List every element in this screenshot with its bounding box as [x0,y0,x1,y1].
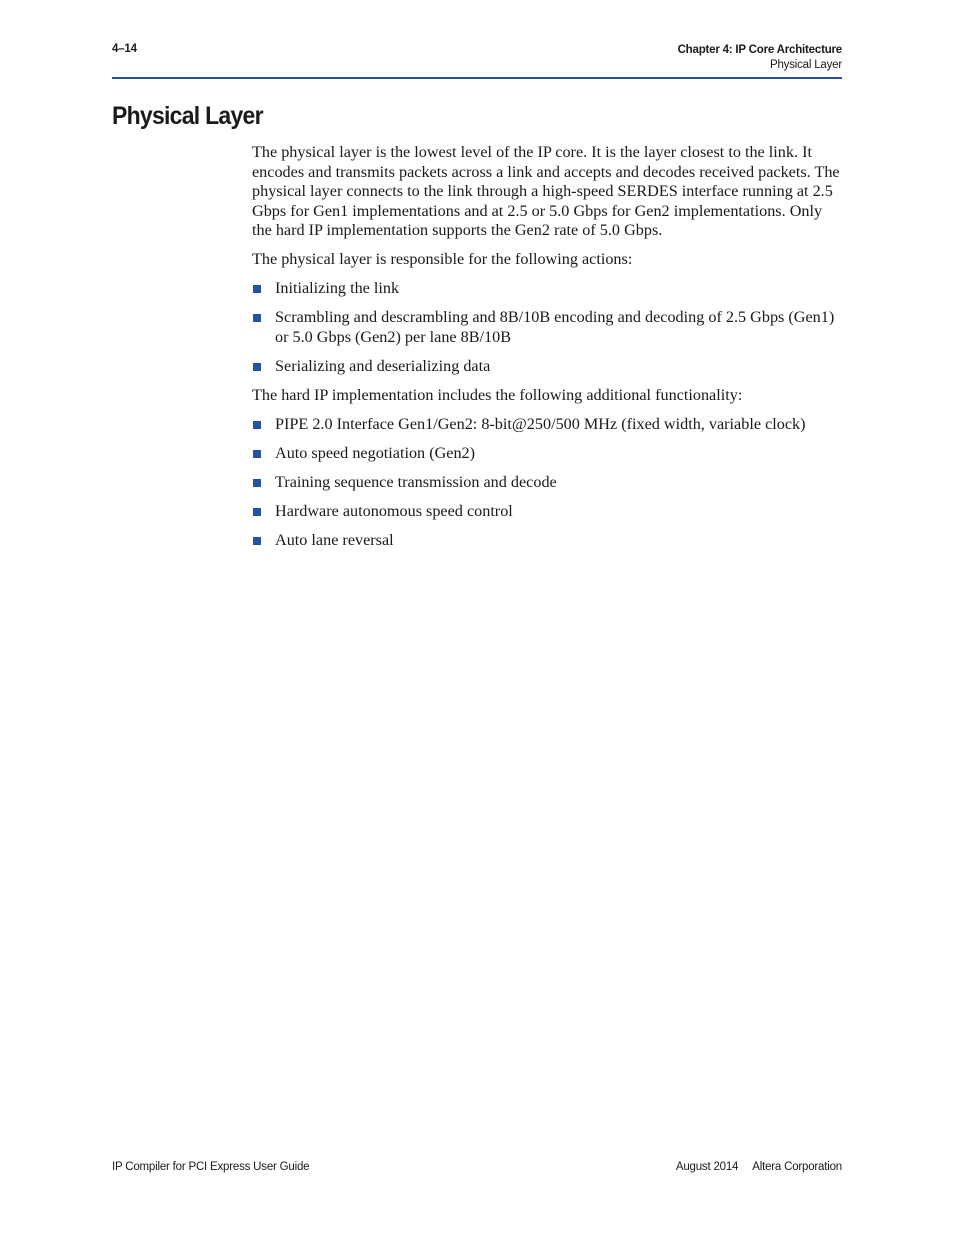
list-item-text: Auto lane reversal [275,530,394,549]
square-bullet-icon [253,363,261,371]
square-bullet-icon [253,508,261,516]
square-bullet-icon [253,314,261,322]
footer-guide-title: IP Compiler for PCI Express User Guide [112,1161,310,1173]
hard-ip-lead-paragraph: The hard IP implementation includes the following additional functionality: [252,385,743,404]
list-item [252,531,844,551]
header-section: Physical Layer [770,59,842,71]
list-item-text: Serializing and deserializing data [275,356,491,375]
square-bullet-icon [253,285,261,293]
intro-paragraph: The physical layer is the lowest level of the IP core. It is the layer closest to the link. It encodes and transmits packets across a link and accepts and decodes received packets. The physical layer connects to the link through a high-speed SERDES interface running at 2.5 Gbps for Gen1 implementations and at 2.5 or 5.0 Gbps for Gen2 implementations. Only the hard IP implementation supports the Gen2 rate of 5.0 Gbps. [252,143,840,239]
list-item [252,415,844,435]
list-item-text: PIPE 2.0 Interface Gen1/Gen2: 8-bit@250/500 MHz (fixed width, variable clock) [275,414,806,433]
section-title: Physical Layer [112,102,263,130]
list-item [252,502,844,522]
list-item [252,444,844,464]
list-item-text: Auto speed negotiation (Gen2) [275,443,476,462]
square-bullet-icon [253,421,261,429]
footer-date: August 2014 [675,1161,739,1173]
actions-lead-paragraph: The physical layer is responsible for the following actions: [252,250,633,268]
header-rule [112,77,842,79]
hard-ip-features-list [252,415,844,551]
list-item-text: Scrambling and descrambling and 8B/10B encoding and decoding of 2.5 Gbps (Gen1) or 5.0 Gbps (Gen2) per lane 8B/10B [275,308,835,346]
list-item-text: Hardware autonomous speed control [275,501,513,520]
running-header [678,43,842,73]
body-content [252,143,844,560]
header-chapter: Chapter 4: IP Core Architecture [677,44,842,56]
square-bullet-icon [253,450,261,458]
list-item [252,357,844,377]
square-bullet-icon [253,537,261,545]
list-item [252,279,844,299]
square-bullet-icon [253,479,261,487]
list-item-text: Initializing the link [275,279,400,297]
actions-list [252,279,844,376]
footer-company: Altera Corporation [752,1161,842,1173]
list-item-text: Training sequence transmission and decode [275,472,557,491]
list-item [252,308,844,347]
footer-right [676,1161,842,1173]
list-item [252,473,844,493]
page-number: 4–14 [112,43,137,55]
